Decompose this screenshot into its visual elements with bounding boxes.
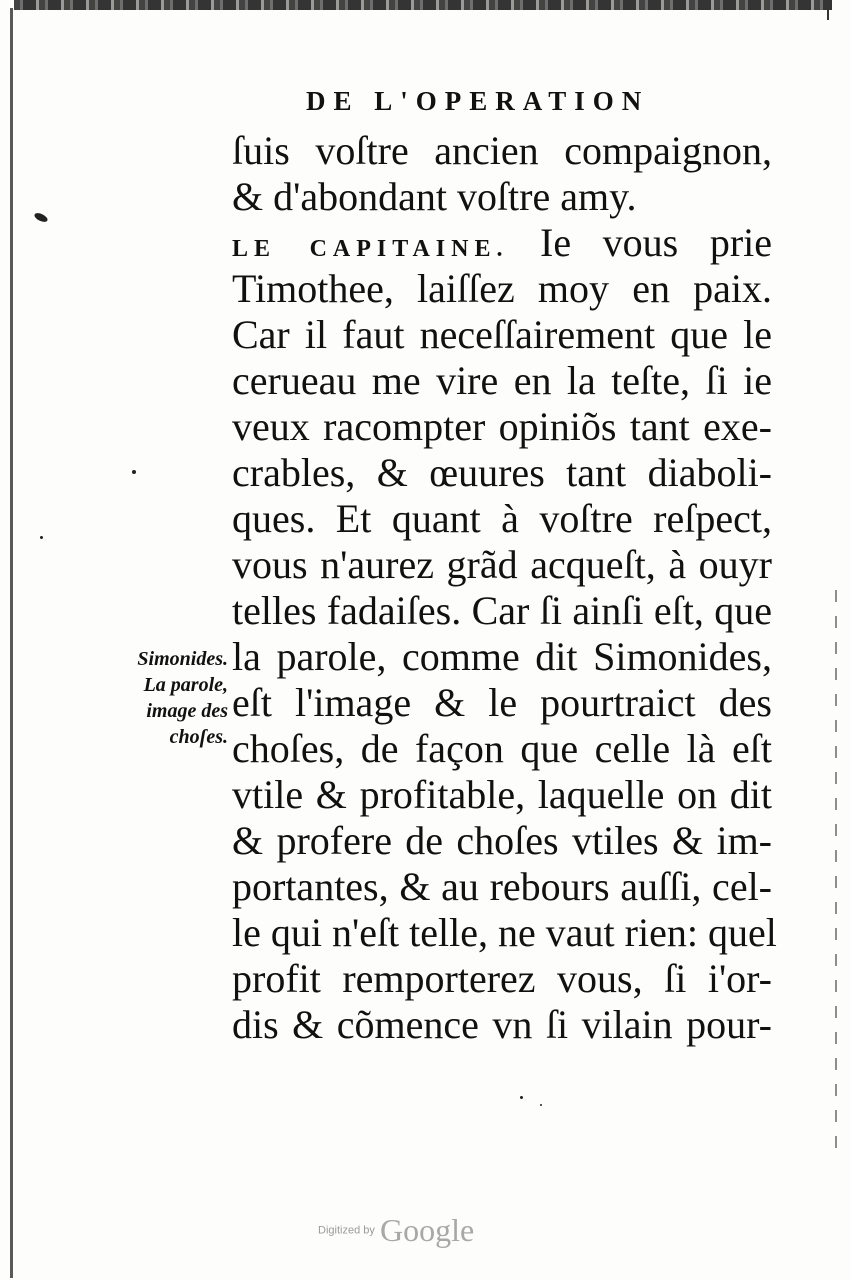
margin-note [98, 646, 228, 750]
running-header: DE L'OPERATION [306, 86, 650, 116]
right-edge-mark [827, 8, 829, 20]
text-line: choſes, de façon que celle là eſt [232, 726, 772, 771]
margin-note-line: La parole, [143, 674, 228, 696]
text-line: telles fadaiſes. Car ſi ainſi eſt, que [232, 588, 772, 633]
text-line: la parole, comme dit Simonides, [232, 634, 772, 679]
top-border-rule [14, 0, 832, 10]
ink-speck [33, 211, 49, 223]
speaker-name: LE CAPITAINE. [232, 236, 509, 262]
right-page-edge [835, 590, 837, 1150]
text-line: ques. Et quant à voſtre reſpect, [232, 496, 772, 541]
speaker-line-rest: Ie vous prie [540, 220, 772, 265]
ink-speck [132, 470, 136, 474]
ink-speck [520, 1096, 523, 1099]
body-text [232, 128, 777, 1048]
speaker-line [232, 220, 772, 266]
left-page-edge [10, 8, 13, 1278]
ink-speck [540, 1104, 542, 1106]
text-line: vtile & profitable, laquelle on dit [232, 772, 772, 817]
text-line: vous n'aurez grãd acqueſt, à ouyr [232, 542, 772, 587]
watermark-prefix: Digitized by [318, 1224, 375, 1237]
text-line: profit remporterez vous, ſi i'or- [232, 956, 772, 1001]
google-logo-text: Google [379, 1212, 475, 1248]
text-line: dis & cõmence vn ſi vilain pour- [232, 1002, 772, 1047]
text-line: & profere de choſes vtiles & im- [232, 818, 772, 863]
text-line: crables, & œuures tant diaboli- [232, 450, 772, 495]
digitized-watermark [318, 1212, 538, 1252]
text-line: ſuis voſtre ancien compaignon, [232, 128, 772, 173]
margin-note-line: image des [146, 700, 228, 722]
text-line: Car il faut neceſſairement que le [232, 312, 772, 357]
text-line: cerueau me vire en la teſte, ſi ie [232, 358, 772, 403]
text-line: eſt l'image & le pourtraict des [232, 680, 772, 725]
text-line: Timothee, laiſſez moy en paix. [232, 266, 772, 311]
text-line: portantes, & au rebours auſſi, cel- [232, 864, 772, 909]
text-line: veux racompter opiniõs tant exe- [232, 404, 772, 449]
margin-note-line: Simonides. [137, 648, 228, 670]
text-line: & d'abondant voſtre amy. [232, 174, 637, 219]
ink-speck [40, 536, 43, 539]
margin-note-line: choſes. [169, 726, 228, 748]
text-line: le qui n'eſt telle, ne vaut rien: quel [232, 910, 777, 955]
